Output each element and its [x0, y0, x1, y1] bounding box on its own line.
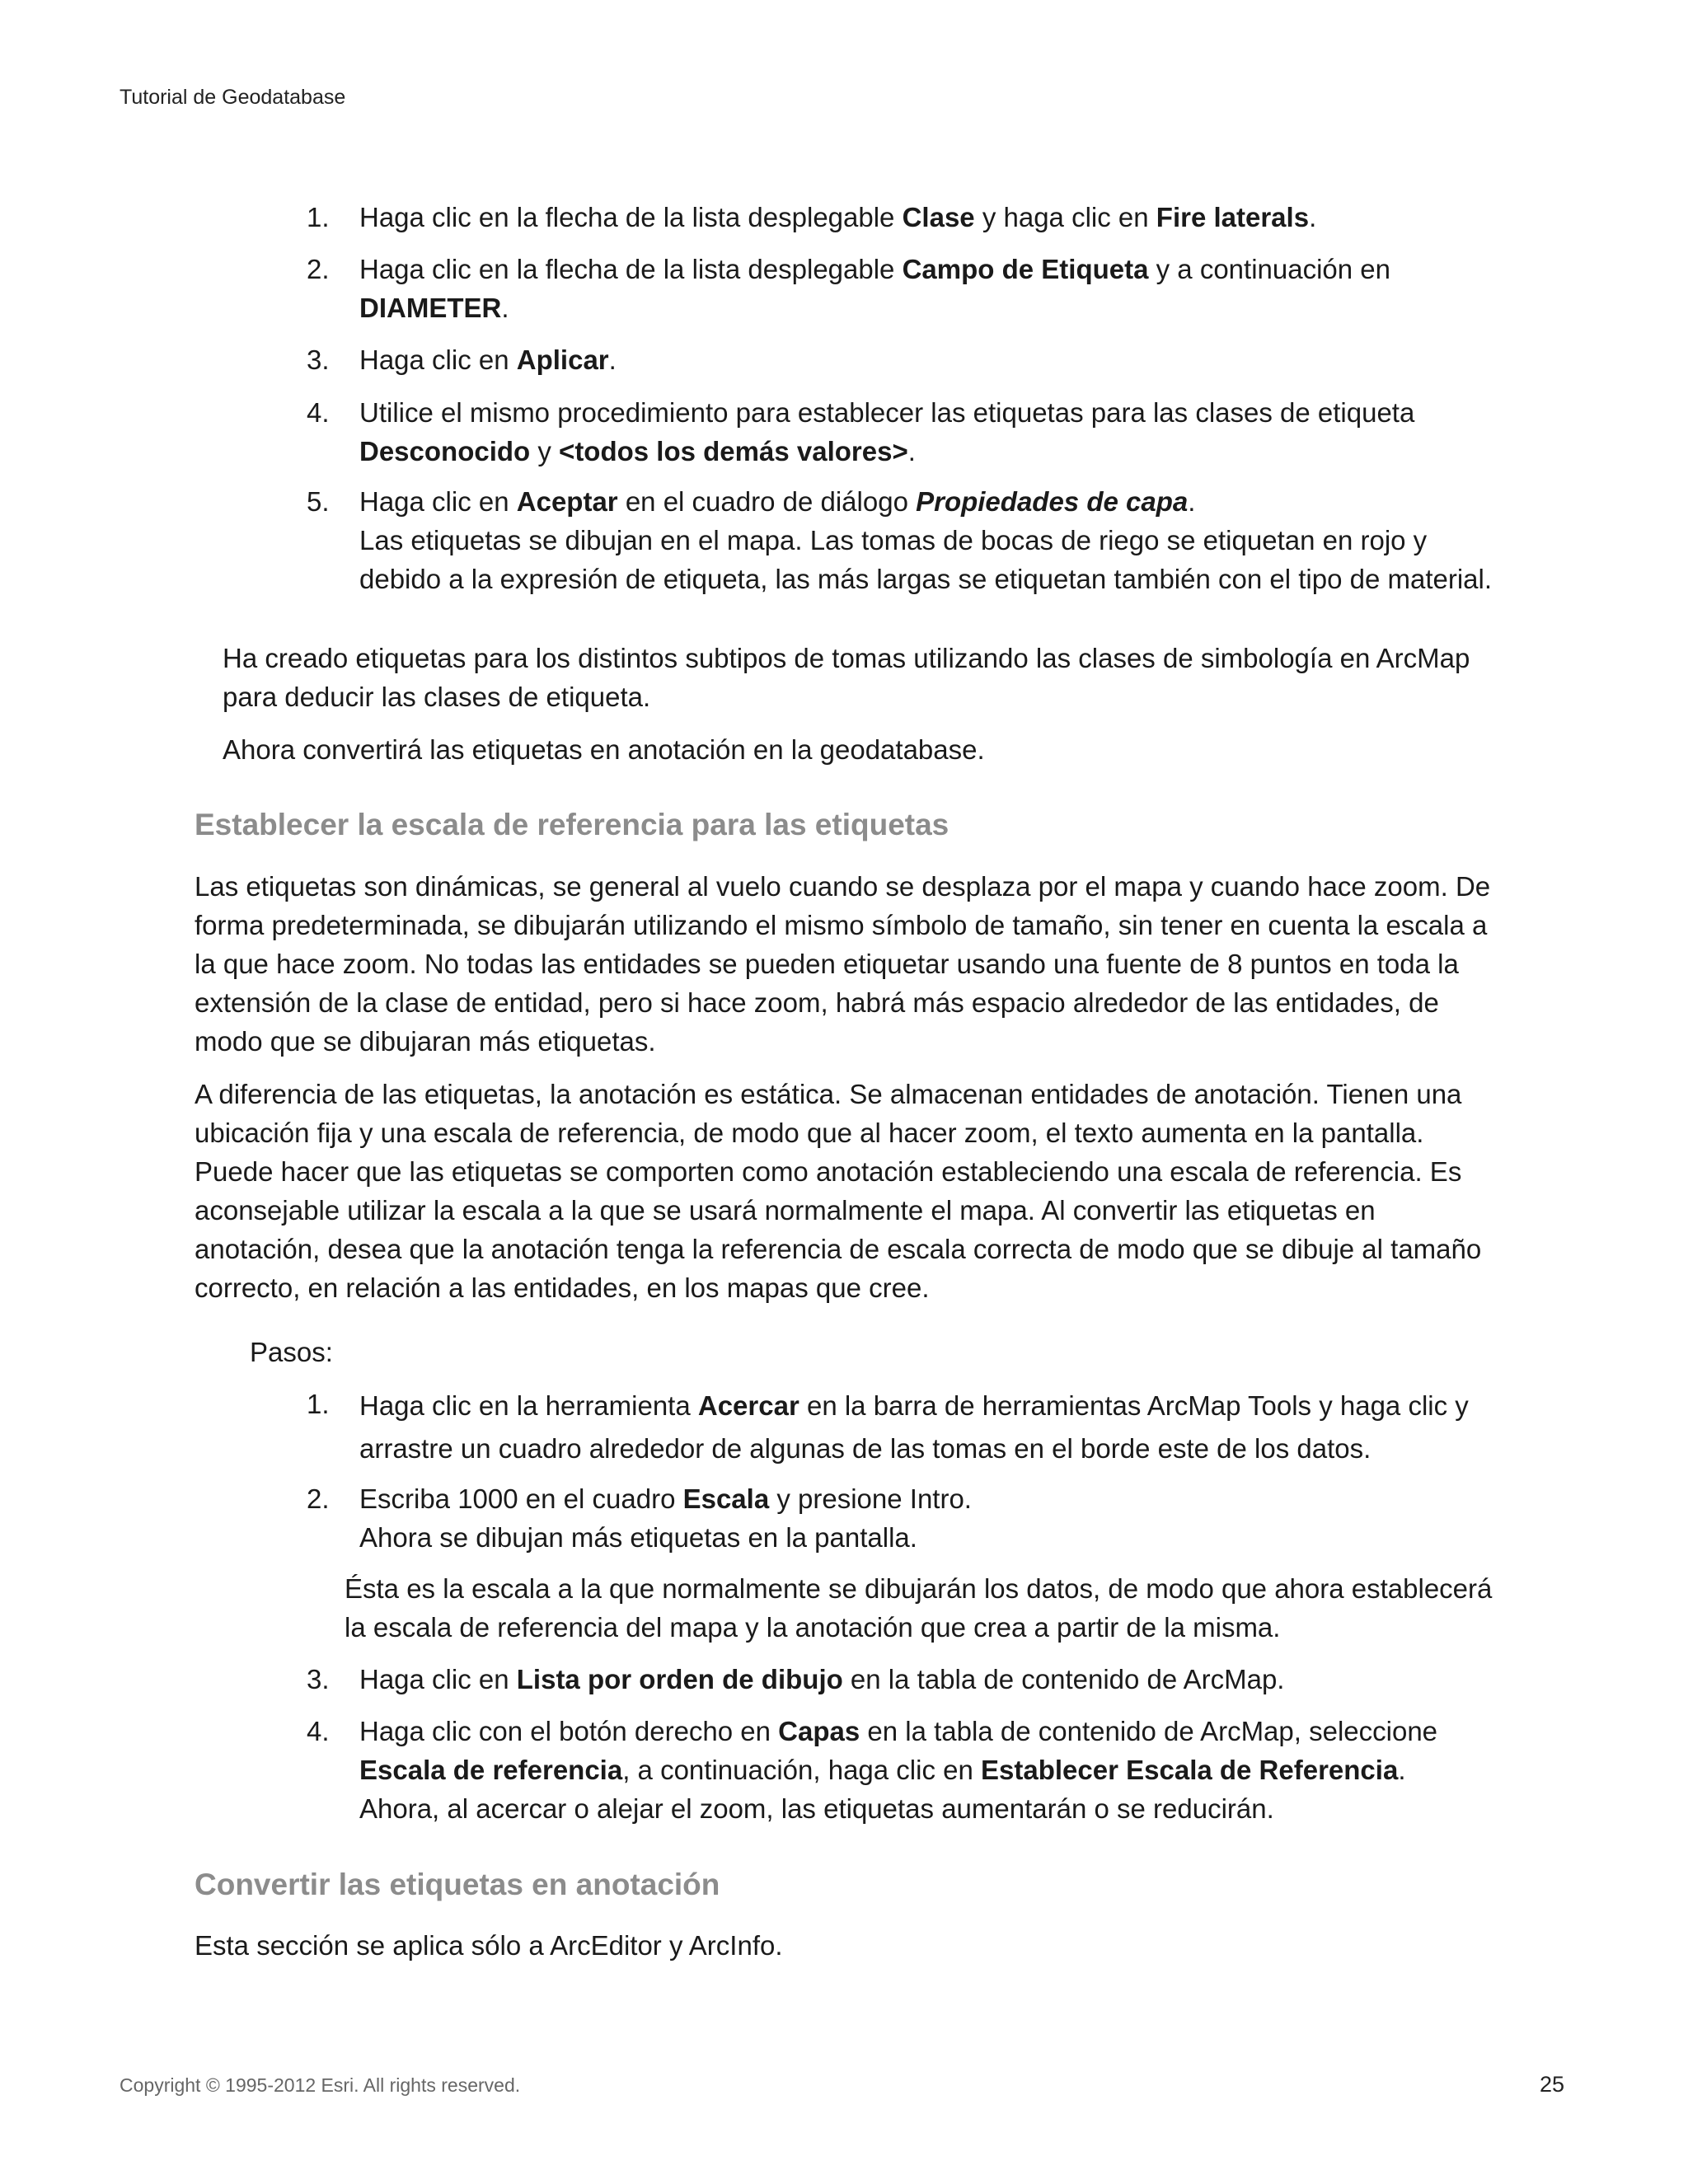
emphasis-text: Propiedades de capa — [916, 486, 1189, 517]
paragraph-now: Ahora convertirá las etiquetas en anotación en la geodatabase. — [223, 734, 985, 765]
emphasis-text: Aplicar — [516, 344, 609, 375]
list-item-number: 5. — [307, 486, 330, 517]
list-item-number: 3. — [307, 344, 330, 375]
section-heading-reference-scale: Establecer la escala de referencia para las etiquetas — [195, 808, 950, 841]
list-item-text — [359, 1712, 1530, 1828]
text-run: Haga clic en — [359, 344, 517, 375]
emphasis-text: Fire laterals — [1156, 202, 1310, 232]
list-item-number: 1. — [307, 1389, 330, 1419]
text-run: Escriba 1000 en el cuadro — [359, 1483, 683, 1514]
text-run: y — [530, 436, 560, 466]
text-run: . — [501, 293, 509, 323]
list-item-number: 2. — [307, 1483, 330, 1514]
emphasis-text: Establecer Escala de Referencia — [981, 1755, 1399, 1785]
emphasis-text: Campo de Etiqueta — [902, 254, 1149, 284]
text-run: Haga clic en — [359, 486, 517, 517]
text-run: en la barra de herramientas ArcMap Tools y haga clic y — [799, 1390, 1469, 1421]
text-run: Haga clic en la herramienta — [359, 1390, 698, 1421]
emphasis-text: Escala de referencia — [359, 1755, 623, 1785]
running-header: Tutorial de Geodatabase — [120, 86, 346, 109]
text-run: Haga clic en la flecha de la lista desplegable — [359, 202, 903, 232]
steps-label: Pasos: — [250, 1337, 333, 1367]
emphasis-text: <todos los demás valores> — [559, 436, 908, 466]
text-run: debido a la expresión de etiqueta, las más largas se etiquetan también con el tipo de material. — [359, 564, 1493, 594]
footer-copyright: Copyright © 1995-2012 Esri. All rights reserved. — [120, 2074, 521, 2096]
text-run: . — [1398, 1755, 1406, 1785]
page-number: 25 — [1539, 2072, 1564, 2097]
list-item-text — [359, 393, 1530, 471]
text-run: en la tabla de contenido de ArcMap. — [842, 1664, 1285, 1694]
list-item-text — [359, 340, 1530, 379]
text-run: . — [1309, 202, 1317, 232]
paragraph-labels-dynamic: Las etiquetas son dinámicas, se general al vuelo cuando se desplaza por el mapa y cuando hace zoom. De forma predeterminada, se dibujarán utilizando el mismo símbolo de tamaño, sin tener en cuenta la escala a la que hace zoom. No todas las entidades se pueden etiquetar usando una fuente de 8 puntos en toda la extensión de la clase de entidad, pero si hace zoom, habrá más espacio alrededor de las entidades, de modo que se dibujaran más etiquetas. — [195, 871, 1491, 1057]
paragraph-annotation-static: A diferencia de las etiquetas, la anotación es estática. Se almacenan entidades de anotación. Tienen una ubicación fija y una escala de referencia, de modo que al hacer zoom, el texto aumenta en la pantalla. Puede hacer que las etiquetas se comporten como anotación estableciendo una escala de referencia. Es aconsejable utilizar la escala a la que se usará normalmente el mapa. Al convertir las etiquetas en anotación, desea que la anotación tenga la referencia de escala correcta de modo que se dibuje al tamaño correcto, en relación a las entidades, en los mapas que cree. — [195, 1079, 1482, 1303]
text-run: arrastre un cuadro alrededor de algunas de las tomas en el borde este de los datos. — [359, 1433, 1372, 1464]
list-item-text — [359, 1385, 1530, 1470]
text-run: Ahora se dibujan más etiquetas en la pantalla. — [359, 1522, 917, 1553]
paragraph-created: Ha creado etiquetas para los distintos subtipos de tomas utilizando las clases de simbología en ArcMap para deducir las clases de etiqueta. — [223, 643, 1470, 712]
text-run: Utilice el mismo procedimiento para establecer las etiquetas para las clases de etiqueta — [359, 397, 1415, 428]
text-run: , a continuación, haga clic en — [622, 1755, 982, 1785]
text-run: en el cuadro de diálogo — [617, 486, 917, 517]
list-item-number: 4. — [307, 397, 330, 428]
emphasis-text: Desconocido — [359, 436, 531, 466]
text-run: Haga clic en — [359, 1664, 517, 1694]
text-run: y a continuación en — [1148, 254, 1391, 284]
emphasis-text: Aceptar — [516, 486, 618, 517]
emphasis-text: Escala — [682, 1483, 770, 1514]
text-run: . — [907, 436, 916, 466]
text-run: y presione Intro. — [769, 1483, 972, 1514]
list-item-number: 4. — [307, 1716, 330, 1746]
section-heading-convert-annotation: Convertir las etiquetas en anotación — [195, 1868, 720, 1901]
list-item-number: 2. — [307, 254, 330, 284]
emphasis-text: Clase — [902, 202, 975, 232]
emphasis-text: DIAMETER — [359, 293, 502, 323]
text-run: Ahora, al acercar o alejar el zoom, las etiquetas aumentarán o se reducirán. — [359, 1793, 1274, 1824]
text-run: en la tabla de contenido de ArcMap, seleccione — [860, 1716, 1438, 1746]
text-run: . — [1188, 486, 1196, 517]
paragraph-scale-note: Ésta es la escala a la que normalmente se dibujarán los datos, de modo que ahora establecerá la escala de referencia del mapa y la anotación que crea a partir de la misma. — [345, 1573, 1493, 1643]
text-run: y haga clic en — [974, 202, 1156, 232]
list-item-text — [359, 1479, 1530, 1557]
list-item-text — [359, 1660, 1530, 1699]
paragraph-section-applies: Esta sección se aplica sólo a ArcEditor y ArcInfo. — [195, 1930, 783, 1961]
list-item-text — [359, 198, 1530, 237]
text-run: Las etiquetas se dibujan en el mapa. Las tomas de bocas de riego se etiquetan en rojo y — [359, 525, 1428, 555]
text-run: . — [608, 344, 617, 375]
list-item-text — [359, 482, 1530, 598]
list-item-number: 3. — [307, 1664, 330, 1694]
emphasis-text: Capas — [778, 1716, 860, 1746]
list-item-text — [359, 250, 1530, 327]
text-run: Haga clic con el botón derecho en — [359, 1716, 779, 1746]
text-run: Haga clic en la flecha de la lista desplegable — [359, 254, 903, 284]
list-item-number: 1. — [307, 202, 330, 232]
emphasis-text: Lista por orden de dibujo — [516, 1664, 843, 1694]
emphasis-text: Acercar — [697, 1390, 799, 1421]
